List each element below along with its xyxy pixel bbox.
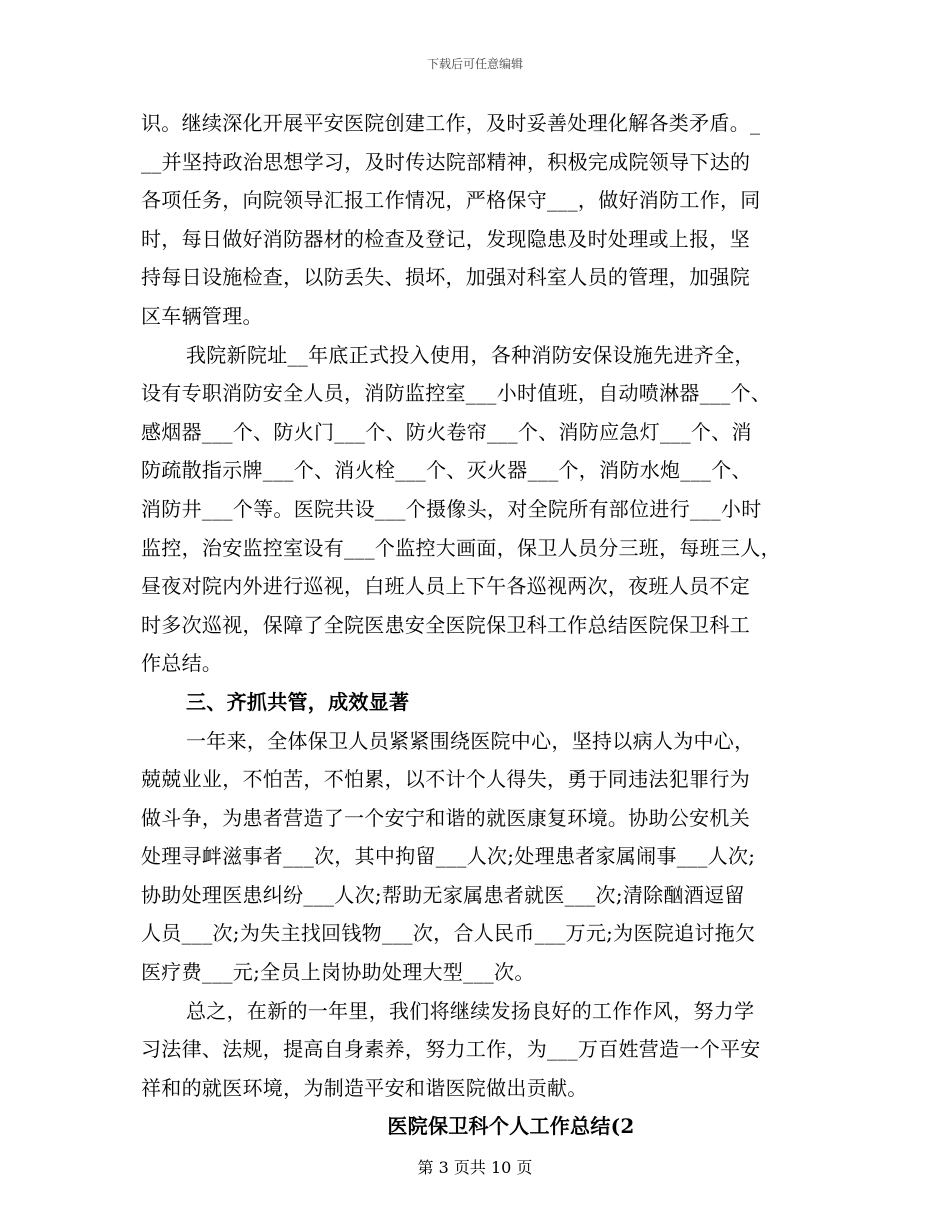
text-line: 各项任务，向院领导汇报工作情况，严格保守___，做好消防工作，同 (141, 188, 761, 213)
paragraph-start-line: 我院新院址__年底正式投入使用，各种消防安保设施先进齐全， (186, 342, 755, 367)
text-line: 处理寻衅滋事者___次，其中拘留___人次;处理患者家属闹事___人次; (141, 844, 756, 869)
text-line: 习法律、法规，提高自身素养，努力工作，为___万百姓营造一个平安 (141, 1037, 761, 1062)
text-line: 祥和的就医环境，为制造平安和谐医院做出贡献。 (141, 1075, 588, 1100)
text-line: 昼夜对院内外进行巡视，白班人员上下午各巡视两次，夜班人员不定 (141, 574, 750, 599)
text-line: 感烟器___个、防火门___个、防火卷帘___个、消防应急灯___个、消 (141, 419, 752, 444)
paragraph-start-line: 总之，在新的一年里，我们将继续发扬良好的工作作风，努力学 (186, 998, 755, 1023)
text-line: 设有专职消防安全人员，消防监控室___小时值班，自动喷淋器___个、 (141, 381, 772, 406)
text-line: 医疗费___元;全员上岗协助处理大型___次。 (141, 960, 535, 985)
text-line: 区车辆管理。 (141, 303, 263, 328)
text-line: 做斗争，为患者营造了一个安宁和谐的就医康复环境。协助公安机关 (141, 805, 750, 830)
text-line: 时多次巡视，保障了全院医患安全医院保卫科工作总结医院保卫科工 (141, 612, 750, 637)
section-heading: 三、齐抓共管，成效显著 (186, 689, 410, 714)
text-line: 消防井___个等。医院共设___个摄像头，对全院所有部位进行___小时 (141, 496, 762, 521)
paragraph-start-line: 一年来，全体保卫人员紧紧围绕医院中心，坚持以病人为中心， (186, 728, 755, 753)
text-line: 协助处理医患纠纷___人次;帮助无家属患者就医___次;清除酗酒逗留 (141, 882, 745, 907)
text-line: 人员___次;为失主找回钱物___次，合人民币___万元;为医院追讨拖欠 (141, 921, 756, 946)
document-body (141, 104, 811, 1146)
text-line: __并坚持政治思想学习，及时传达院部精神，积极完成院领导下达的 (141, 149, 751, 174)
page-number: 第 3 页共 10 页 (417, 1158, 533, 1177)
next-section-title: 医院保卫科个人工作总结(2 (387, 1114, 635, 1139)
text-line: 识。继续深化开展平安医院创建工作，及时妥善处理化解各类矛盾。_ (141, 111, 761, 135)
page-header-note: 下载后可任意编辑 (426, 57, 523, 71)
text-line: 时，每日做好消防器材的检查及登记，发现隐患及时处理或上报，坚 (141, 226, 750, 251)
text-line: 持每日设施检查，以防丢失、损坏，加强对科室人员的管理，加强院 (141, 265, 750, 290)
text-line: 兢兢业业，不怕苦，不怕累，以不计个人得失，勇于同违法犯罪行为 (141, 767, 750, 792)
text-line: 作总结。 (141, 651, 223, 676)
text-line: 监控，治安监控室设有___个监控大画面，保卫人员分三班，每班三人， (141, 535, 781, 560)
text-line: 防疏散指示牌___个、消火栓___个、灭火器___个，消防水炮___个、 (141, 458, 752, 483)
